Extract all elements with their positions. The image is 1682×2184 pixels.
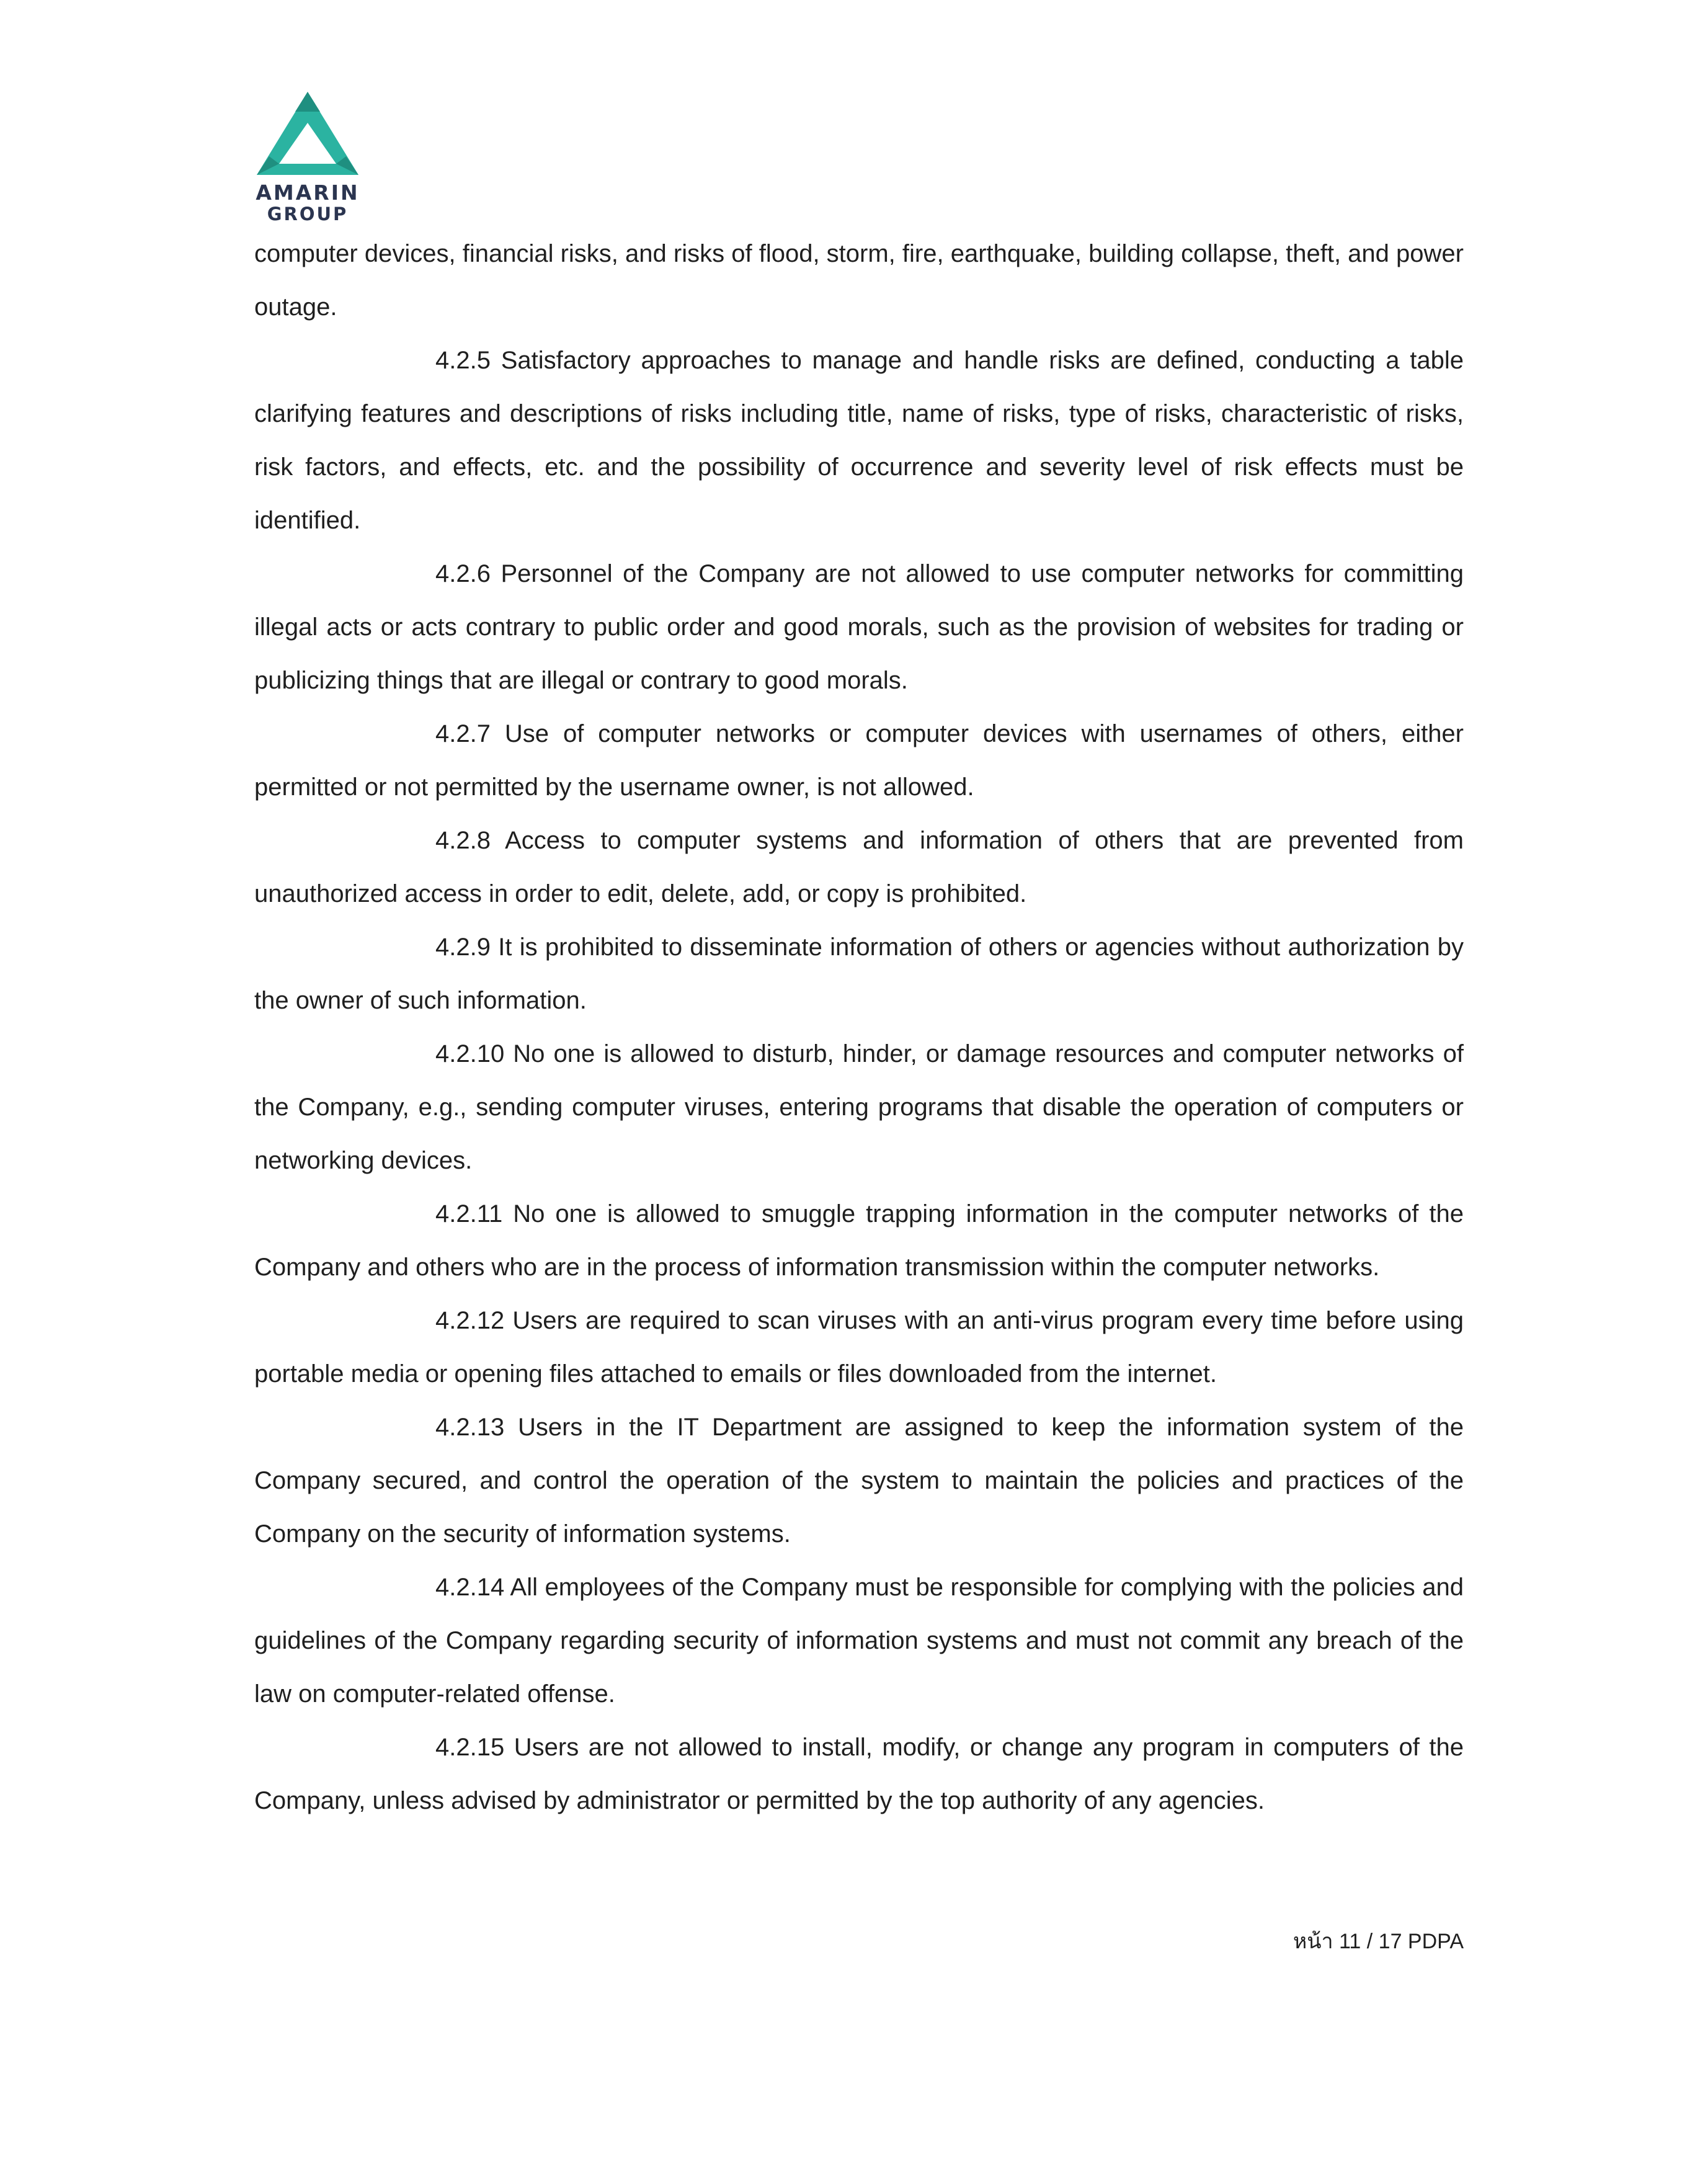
document-body (254, 227, 1464, 1827)
triangle-logo-icon (256, 91, 360, 176)
paragraph-4-2-14: 4.2.14 All employees of the Company must be responsible for complying with the policies and guidelines of the Company regarding security of information systems and must not commit any breach of the law on computer-related offense. (254, 1574, 1464, 1708)
paragraph-4-2-7: 4.2.7 Use of computer networks or computer devices with usernames of others, either permitted or not permitted by the username owner, is not allowed. (254, 720, 1464, 801)
page-number-footer: หน้า 11 / 17 PDPA (1293, 1930, 1464, 1953)
paragraph-continuation: computer devices, financial risks, and risks of flood, storm, fire, earthquake, building collapse, theft, and power outage. (254, 240, 1464, 321)
logo-wordmark-group: GROUP (267, 203, 349, 225)
paragraph-4-2-8: 4.2.8 Access to computer systems and information of others that are prevented from unauthorized access in order to edit, delete, add, or copy is prohibited. (254, 827, 1464, 907)
paragraph-4-2-10: 4.2.10 No one is allowed to disturb, hinder, or damage resources and computer networks of the Company, e.g., sending computer viruses, entering programs that disable the operation of computers or networking devices. (254, 1040, 1464, 1174)
paragraph-4-2-13: 4.2.13 Users in the IT Department are assigned to keep the information system of the Company secured, and control the operation of the system to maintain the policies and practices of the Company on the security of information systems. (254, 1414, 1464, 1548)
logo-wordmark-amarin: AMARIN (256, 181, 360, 205)
paragraph-4-2-12: 4.2.12 Users are required to scan viruses with an anti-virus program every time before using portable media or opening files attached to emails or files downloaded from the internet. (254, 1307, 1464, 1388)
paragraph-4-2-5: 4.2.5 Satisfactory approaches to manage and handle risks are defined, conducting a table clarifying features and descriptions of risks including title, name of risks, type of risks, characteristic of risks, risk factors, and effects, etc. and the possibility of occurrence and severity level of risk effects must be identified. (254, 347, 1464, 534)
paragraph-4-2-6: 4.2.6 Personnel of the Company are not allowed to use computer networks for committing illegal acts or acts contrary to public order and good morals, such as the provision of websites for trading or publicizing things that are illegal or contrary to good morals. (254, 560, 1464, 694)
paragraph-4-2-11: 4.2.11 No one is allowed to smuggle trapping information in the computer networks of the Company and others who are in the process of information transmission within the computer networks. (254, 1200, 1464, 1281)
paragraph-4-2-15: 4.2.15 Users are not allowed to install, modify, or change any program in computers of the Company, unless advised by administrator or permitted by the top authority of any agencies. (254, 1734, 1464, 1814)
company-logo (253, 91, 362, 223)
paragraph-4-2-9: 4.2.9 It is prohibited to disseminate information of others or agencies without authorization by the owner of such information. (254, 934, 1464, 1014)
